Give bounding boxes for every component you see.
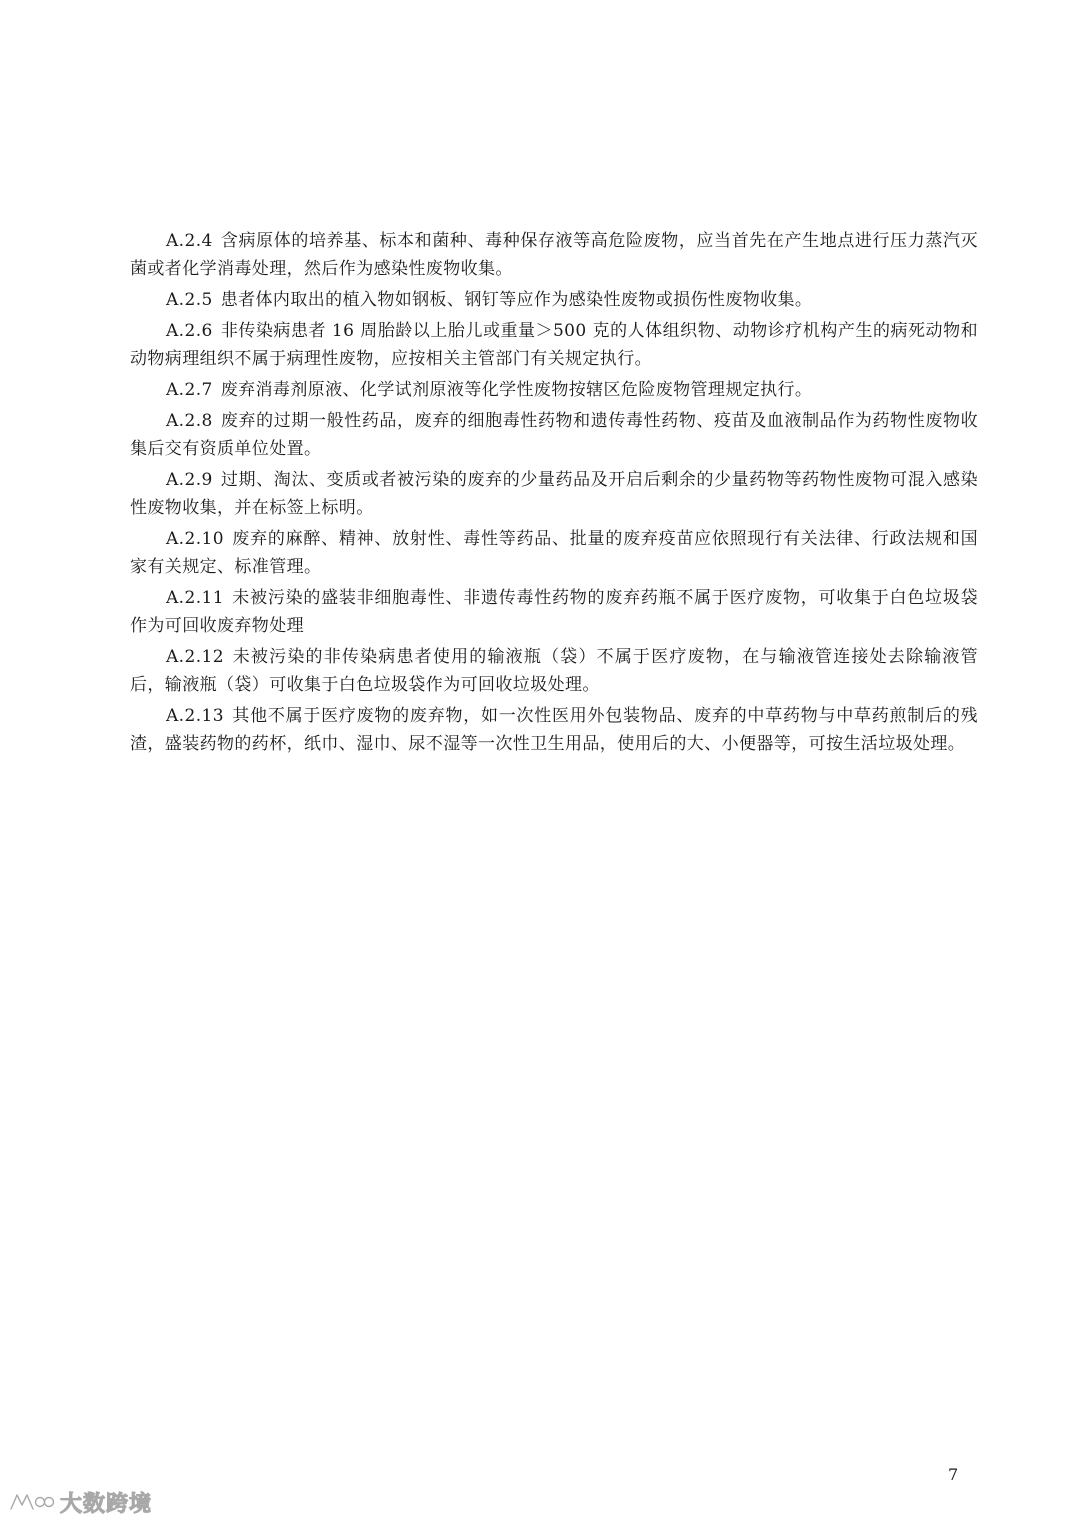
clause-a-2-13	[130, 702, 978, 758]
clause-text: 患者体内取出的植入物如钢板、钢钉等应作为感染性废物或损伤性废物收集。	[220, 290, 813, 310]
clause-a-2-5	[130, 286, 978, 314]
clause-a-2-8	[130, 407, 978, 463]
clause-text: 废弃的过期一般性药品，废弃的细胞毒性药物和遗传毒性药物、疫苗及血液制品作为药物性废物收集后交有资质单位处置。	[130, 411, 978, 459]
clause-number: A.2.12	[166, 647, 224, 667]
clause-text: 未被污染的非传染病患者使用的输液瓶（袋）不属于医疗废物，在与输液管连接处去除输液管后，输液瓶（袋）可收集于白色垃圾袋作为可回收垃圾处理。	[130, 647, 978, 695]
clause-a-2-12	[130, 643, 978, 699]
clause-a-2-10	[130, 525, 978, 581]
clause-number: A.2.6	[166, 321, 213, 341]
clause-text: 未被污染的盛装非细胞毒性、非遗传毒性药物的废弃药瓶不属于医疗废物，可收集于白色垃圾袋作为可回收废弃物处理	[130, 588, 978, 636]
clause-text: 含病原体的培养基、标本和菌种、毒种保存液等高危险废物，应当首先在产生地点进行压力蒸汽灭菌或者化学消毒处理，然后作为感染性废物收集。	[130, 231, 978, 279]
clause-a-2-11	[130, 584, 978, 640]
clause-number: A.2.8	[166, 411, 213, 431]
clause-a-2-9	[130, 466, 978, 522]
clause-number: A.2.10	[166, 529, 224, 549]
clause-number: A.2.4	[166, 231, 213, 251]
clause-a-2-7	[130, 376, 978, 404]
clause-number: A.2.7	[166, 380, 213, 400]
clause-a-2-4	[130, 227, 978, 283]
clause-text: 非传染病患者 16 周胎龄以上胎儿或重量＞500 克的人体组织物、动物诊疗机构产生的病死动物和动物病理组织不属于病理性废物，应按相关主管部门有关规定执行。	[130, 321, 978, 369]
page-number: 7	[948, 1465, 959, 1484]
clause-text: 过期、淘汰、变质或者被污染的废弃的少量药品及开启后剩余的少量药物等药物性废物可混入感染性废物收集，并在标签上标明。	[130, 470, 978, 518]
clause-a-2-6	[130, 317, 978, 373]
clause-text: 其他不属于医疗废物的废弃物，如一次性医用外包装物品、废弃的中草药物与中草药煎制后的残渣，盛装药物的药杯，纸巾、湿巾、尿不湿等一次性卫生用品，使用后的大、小便器等，可按生活垃圾处理。	[130, 706, 978, 754]
wechat-channel-logo-icon	[8, 1490, 54, 1514]
clause-number: A.2.9	[166, 470, 213, 490]
clause-text: 废弃消毒剂原液、化学试剂原液等化学性废物按辖区危险废物管理规定执行。	[220, 380, 813, 400]
document-body	[130, 227, 978, 761]
clause-number: A.2.5	[166, 290, 213, 310]
clause-number: A.2.11	[166, 588, 224, 608]
clause-text: 废弃的麻醉、精神、放射性、毒性等药品、批量的废弃疫苗应依照现行有关法律、行政法规和国家有关规定、标准管理。	[130, 529, 978, 577]
clause-number: A.2.13	[166, 706, 224, 726]
watermark	[8, 1487, 152, 1517]
watermark-text: 大数跨境	[60, 1491, 153, 1517]
